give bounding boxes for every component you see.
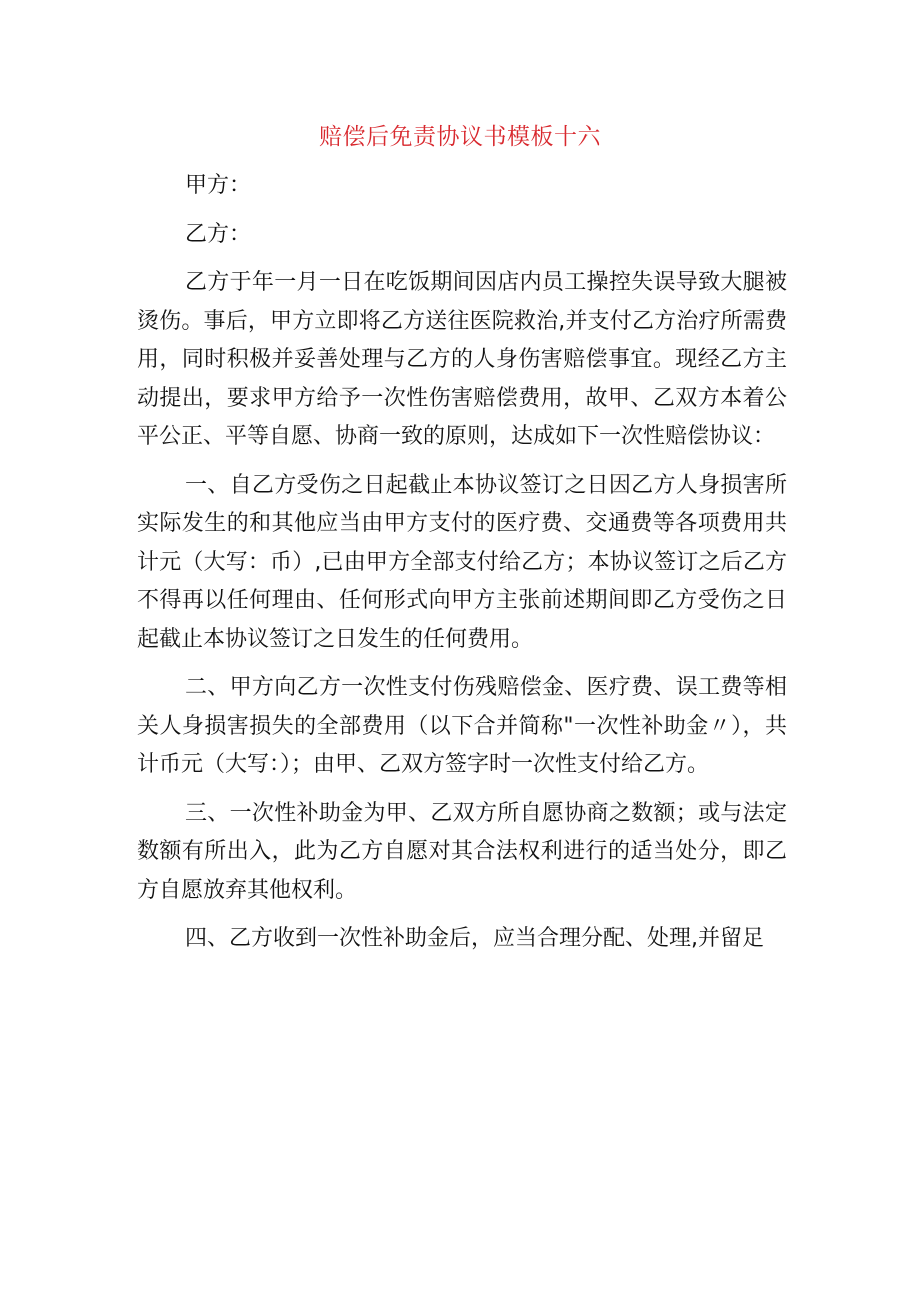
intro-paragraph: 乙方于年一月一日在吃饭期间因店内员工操控失误导致大腿被烫伤。事后，甲方立即将乙方送往医院救治,并支付乙方治疗所需费用，同时积极并妥善处理与乙方的人身伤害赔偿事宜。现经乙方主动提出，要求甲方给予一次性伤害赔偿费用，故甲、乙双方本着公平公正、平等自愿、协商一致的原则，达成如下一次性赔偿协议： <box>137 270 787 449</box>
clause-three-paragraph: 三、一次性补助金为甲、乙双方所自愿协商之数额；或与法定数额有所出入，此为乙方自愿对其合法权利进行的适当处分，即乙方自愿放弃其他权利。 <box>137 800 787 903</box>
party-a-label: 甲方： <box>185 173 252 198</box>
clause-four-paragraph: 四、乙方收到一次性补助金后，应当合理分配、处理,并留足 <box>185 926 764 951</box>
clause-two-paragraph: 二、甲方向乙方一次性支付伤残赔偿金、医疗费、误工费等相关人身损害损失的全部费用（以下合并简称"一次性补助金〃），共计币元（大写：）；由甲、乙双方签字时一次性支付给乙方。 <box>137 675 787 777</box>
party-b-label: 乙方： <box>185 221 252 247</box>
document-body <box>137 167 787 969</box>
clause-one-paragraph: 一、自乙方受伤之日起截止本协议签订之日因乙方人身损害所实际发生的和其他应当由甲方支付的医疗费、交通费等各项费用共计元（大写：币）,已由甲方全部支付给乙方；本协议签订之后乙方不得再以任何理由、任何形式向甲方主张前述期间即乙方受伤之日起截止本协议签订之日发生的任何费用。 <box>137 472 787 652</box>
document-title: 赔偿后免责协议书模板十六 <box>319 124 601 150</box>
